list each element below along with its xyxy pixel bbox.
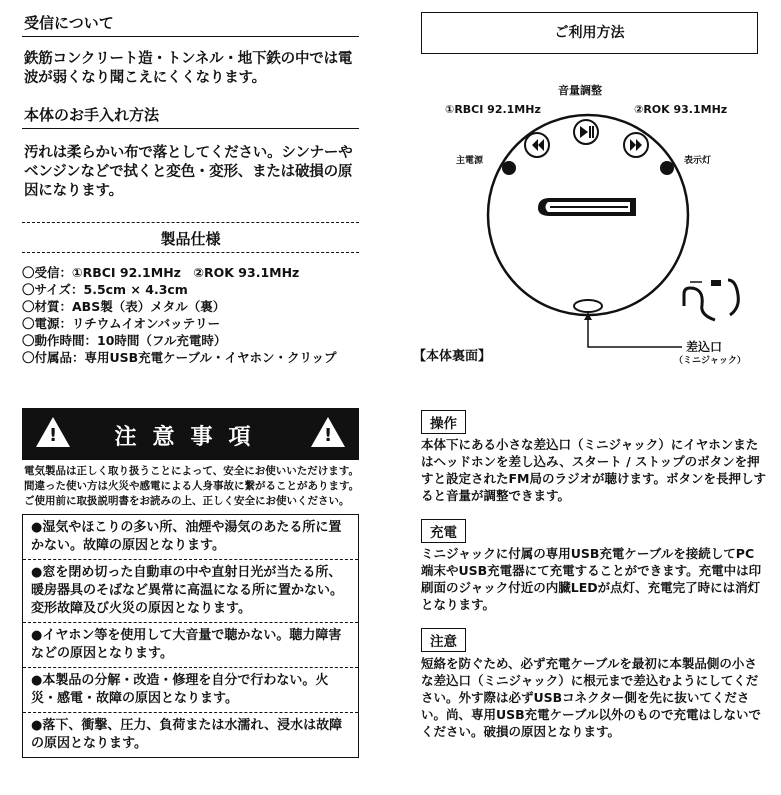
channel2-label: ②ROK 93.1MHz bbox=[634, 103, 728, 116]
charging-text: ミニジャックに付属の専用USB充電ケーブルを接続してPC端末やUSB充電器にて充電することができます。充電中は印刷面のジャック付近の内臓LEDが点灯、充電完了時には消灯となります。 bbox=[421, 546, 762, 612]
spec-item: 〇電源：リチウムイオンバッテリー bbox=[22, 316, 221, 331]
caution-item: ●落下、衝撃、圧力、負荷または水濡れ、浸水は故障の原因となります。 bbox=[31, 718, 343, 751]
volume-label: 音量調整 bbox=[558, 84, 602, 97]
charging-heading: 充電 bbox=[421, 519, 466, 543]
caution-intro: 電気製品は正しく取り扱うことによって、安全にお使いいただけます。 間違った使い方は火災や感電による人身事故に繋がることがあります。 ご使用前に取扱説明書をお読みの上、正しく安全にお使いください。 bbox=[24, 465, 360, 507]
divider bbox=[22, 252, 359, 253]
caution-banner bbox=[22, 408, 359, 460]
cable-icon bbox=[684, 280, 738, 320]
power-label: 主電源 bbox=[456, 156, 484, 166]
divider bbox=[22, 36, 359, 37]
care-text: 汚れは柔らかい布で落としてください。シンナーやベンジンなどで拭くと変色・変形、または破損の原因になります。 bbox=[24, 145, 353, 199]
specs-list bbox=[22, 264, 337, 366]
operation-text: 本体下にある小さな差込口（ミニジャック）にイヤホンまたはヘッドホンを差し込み、スタート / ストップのボタンを押すと設定されたFM局のラジオが聴けます。ボタンを長押しすると音量が調整できます。 bbox=[421, 437, 766, 503]
spec-item: 〇動作時間：10時間（フル充電時） bbox=[22, 333, 227, 348]
channel1-label: ①RBCI 92.1MHz bbox=[445, 103, 541, 116]
power-dot-icon bbox=[502, 161, 516, 175]
specs-heading: 製品仕様 bbox=[160, 230, 221, 248]
caution-title: 注意事項 bbox=[114, 425, 267, 450]
device-diagram bbox=[410, 110, 770, 370]
note-heading: 注意 bbox=[421, 628, 466, 652]
usage-title: ご利用方法 bbox=[421, 12, 758, 54]
indicator-label: 表示灯 bbox=[684, 156, 712, 166]
divider bbox=[22, 222, 359, 223]
warning-triangle-icon: ! bbox=[36, 417, 70, 447]
spec-item: 〇受信：①RBCI 92.1MHz ②ROK 93.1MHz bbox=[22, 265, 300, 280]
warning-triangle-icon: ! bbox=[311, 417, 345, 447]
spec-item: 〇材質：ABS製（表）メタル（裏） bbox=[22, 299, 226, 314]
divider bbox=[22, 128, 359, 129]
caution-item: ●本製品の分解・改造・修理を自分で行わない。火災・感電・故障の原因となります。 bbox=[23, 668, 358, 713]
jack-label: 差込口 bbox=[686, 340, 723, 354]
reception-heading: 受信について bbox=[24, 14, 114, 32]
jack-port bbox=[574, 300, 602, 312]
reception-text: 鉄筋コンクリート造・トンネル・地下鉄の中では電波が弱くなり聞こえにくくなります。 bbox=[24, 51, 353, 86]
clip-icon bbox=[538, 198, 636, 216]
spec-item: 〇付属品：専用USB充電ケーブル・イヤホン・クリップ bbox=[22, 350, 337, 365]
spec-item: 〇サイズ：5.5cm × 4.3cm bbox=[22, 282, 188, 297]
care-heading: 本体のお手入れ方法 bbox=[24, 106, 160, 124]
caution-item: ●湿気やほこりの多い所、油煙や湯気のあたる所に置かない。故障の原因となります。 bbox=[23, 515, 358, 560]
jack-sub-label: （ミニジャック） bbox=[674, 356, 746, 366]
indicator-dot-icon bbox=[660, 161, 674, 175]
back-label: 【本体裏面】 bbox=[413, 349, 492, 364]
caution-item: ●イヤホン等を使用して大音量で聴かない。聴力障害などの原因となります。 bbox=[23, 623, 358, 668]
caution-item: ●窓を閉め切った自動車の中や直射日光が当たる所、暖房器具のそばなど異常に高温になる所に置かない。変形故障及び火災の原因となります。 bbox=[23, 560, 358, 623]
operation-heading: 操作 bbox=[421, 410, 466, 434]
note-text: 短絡を防ぐため、必ず充電ケーブルを最初に本製品側の小さな差込口（ミニジャック）に根元まで差込むようにしてください。外す際は必ずUSBコネクター側を先に抜いてください。尚、専用USB充電ケーブル以外のもので充電はしないでください。破損の原因となります。 bbox=[421, 656, 762, 739]
caution-list bbox=[22, 514, 359, 758]
